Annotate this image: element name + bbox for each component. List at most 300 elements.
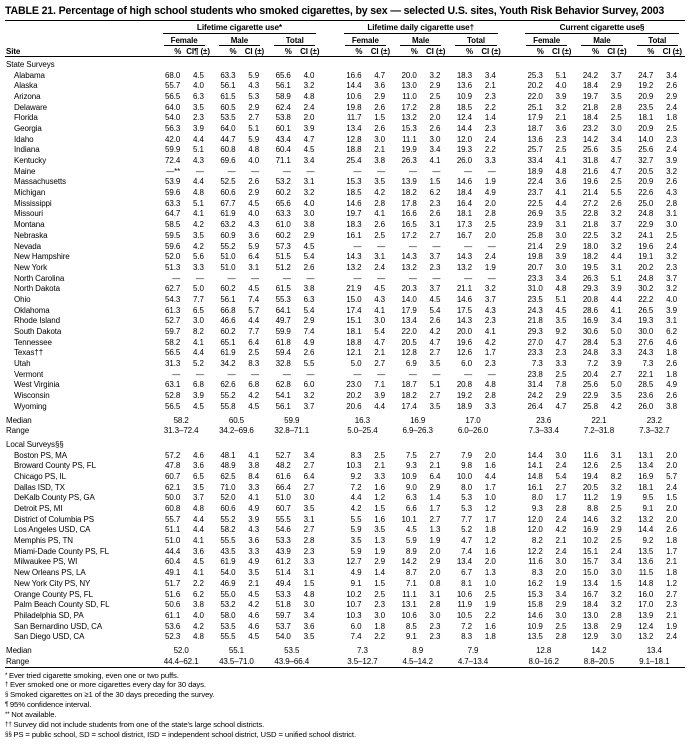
percent-cell: 56.1 — [220, 294, 236, 304]
percent-cell: 18.4 — [456, 188, 472, 198]
spacer-cell — [322, 230, 337, 241]
ci-cell: 1.5 — [303, 578, 315, 588]
ci-cell: 1.8 — [374, 621, 386, 631]
site-cell: Michigan — [14, 188, 46, 198]
spacer — [504, 46, 519, 57]
ci-cell: 2.7 — [429, 348, 441, 358]
percent-cell: 19.1 — [638, 252, 654, 262]
percent-cell: 22.9 — [582, 391, 598, 401]
ci-cell: 2.3 — [429, 632, 441, 642]
spacer-cell — [322, 80, 337, 91]
ci-cell: 6.8 — [192, 380, 204, 390]
ci-cell: 5.2 — [192, 359, 204, 369]
percent-cell: 65.6 — [275, 70, 291, 80]
ci-cell: 5.9 — [248, 134, 260, 144]
percent-cell: 13.8 — [582, 621, 598, 631]
ci-cell: 2.8 — [429, 600, 441, 610]
percent-cell: 32.7 — [638, 156, 654, 166]
percent-cell: 17.4 — [346, 305, 362, 315]
percent-cell: 23.5 — [527, 294, 543, 304]
percent-cell: 15.1 — [582, 546, 598, 556]
percent-cell: 15.8 — [527, 600, 543, 610]
percent-cell: 61.9 — [220, 348, 236, 358]
spacer-cell — [322, 123, 337, 134]
ci-cell: — — [487, 369, 496, 379]
percent-cell: 26.3 — [582, 273, 598, 283]
spacer-cell — [504, 241, 519, 252]
percent-cell: 12.8 — [401, 348, 417, 358]
percent-cell: 49.7 — [275, 316, 291, 326]
ci-cell: 2.4 — [303, 102, 315, 112]
summary-value-cell: 59.9 — [284, 415, 300, 425]
percent-cell: 53.6 — [165, 621, 181, 631]
ci-cell: 8.2 — [610, 471, 622, 481]
ci-cell: 2.9 — [429, 557, 441, 567]
ci-cell: 2.5 — [374, 450, 386, 460]
ci-cell: 2.9 — [555, 241, 567, 251]
percent-cell: 9.5 — [642, 493, 654, 503]
col-pct: % — [591, 47, 599, 56]
ci-cell: 2.4 — [555, 514, 567, 524]
spacer-cell — [504, 514, 519, 525]
percent-cell: 59.7 — [165, 327, 181, 337]
site-cell: Miami-Dade County PS, FL — [14, 546, 109, 556]
ci-cell: 1.5 — [429, 177, 441, 187]
percent-cell: 46.6 — [220, 316, 236, 326]
percent-cell: 24.8 — [638, 209, 654, 219]
site-cell: Rhode Island — [14, 316, 60, 326]
percent-cell: 9.3 — [531, 504, 543, 514]
site-cell: Nebraska — [14, 230, 48, 240]
site-cell: Delaware — [14, 102, 47, 112]
percent-cell: 64.1 — [275, 305, 291, 315]
ci-cell: 3.2 — [610, 514, 622, 524]
ci-cell: 2.1 — [248, 578, 260, 588]
table-row — [5, 525, 685, 536]
ci-cell: 4.5 — [248, 198, 260, 208]
percent-cell: 18.0 — [582, 241, 598, 251]
site-cell: Texas†† — [14, 348, 44, 358]
table-row — [5, 401, 685, 412]
ci-cell: 5.1 — [248, 123, 260, 133]
ci-cell: 3.5 — [429, 359, 441, 369]
percent-cell: 10.9 — [527, 621, 543, 631]
percent-cell: 16.9 — [582, 525, 598, 535]
spacer-cell — [504, 535, 519, 546]
percent-cell: 55.5 — [275, 514, 291, 524]
ci-cell: 2.9 — [303, 316, 315, 326]
ci-cell: 2.0 — [429, 568, 441, 578]
ci-cell: 4.4 — [192, 177, 204, 187]
percent-cell: 19.3 — [456, 145, 472, 155]
footnote-marker: ¶ — [5, 701, 10, 709]
percent-cell: 12.0 — [456, 134, 472, 144]
percent-cell: 13.9 — [401, 177, 417, 187]
median-row — [5, 412, 685, 426]
percent-cell: 33.4 — [527, 156, 543, 166]
percent-cell: 4.4 — [350, 493, 362, 503]
ci-cell: 1.8 — [666, 568, 677, 578]
ci-cell: 3.2 — [429, 70, 441, 80]
ci-cell: 2.1 — [666, 610, 677, 620]
spacer-cell — [322, 112, 337, 123]
percent-cell: — — [282, 166, 291, 176]
spacer — [504, 21, 519, 35]
ci-cell: 3.0 — [303, 493, 315, 503]
percent-cell: 17.4 — [401, 401, 417, 411]
percent-cell: 64.0 — [220, 123, 236, 133]
ci-cell: 3.0 — [374, 134, 386, 144]
ci-cell: 2.2 — [192, 578, 204, 588]
ci-cell: 4.1 — [192, 209, 204, 219]
percent-cell: 60.4 — [275, 145, 291, 155]
ci-cell: 4.4 — [555, 198, 567, 208]
percent-cell: 54.0 — [165, 113, 181, 123]
percent-cell: 10.3 — [346, 461, 362, 471]
ci-cell: 3.7 — [192, 493, 204, 503]
spacer-cell — [322, 642, 337, 656]
percent-cell: 7.1 — [405, 578, 417, 588]
ci-cell: 2.8 — [429, 102, 441, 112]
ci-cell: 3.1 — [666, 316, 677, 326]
spacer-cell — [504, 337, 519, 348]
ci-cell: 4.0 — [303, 198, 315, 208]
percent-cell: 13.6 — [456, 81, 472, 91]
percent-cell: 23.8 — [527, 369, 543, 379]
percent-cell: 60.9 — [220, 230, 236, 240]
spacer-cell — [322, 337, 337, 348]
ci-cell: 3.2 — [303, 188, 315, 198]
ci-cell: 2.3 — [429, 262, 441, 272]
ci-cell: 3.7 — [303, 401, 315, 411]
percent-cell: 58.2 — [165, 337, 181, 347]
ci-cell: 3.9 — [666, 156, 677, 166]
ci-cell: 1.8 — [484, 632, 496, 642]
percent-cell: 9.8 — [461, 461, 472, 471]
ci-cell: 3.5 — [555, 316, 567, 326]
ci-cell: 2.8 — [610, 102, 622, 112]
percent-cell: 16.1 — [527, 482, 543, 492]
percent-cell: 18.8 — [346, 145, 362, 155]
ci-cell: 7.8 — [555, 380, 567, 390]
percent-cell: 58.5 — [165, 220, 181, 230]
ci-cell: 2.7 — [610, 369, 622, 379]
ci-cell: 3.8 — [303, 220, 315, 230]
spacer-cell — [504, 155, 519, 166]
ci-cell: 1.9 — [555, 578, 567, 588]
percent-cell: 24.3 — [527, 305, 543, 315]
ci-cell: 3.0 — [555, 450, 567, 460]
ci-cell: 5.9 — [248, 241, 260, 251]
percent-cell: 26.4 — [527, 401, 543, 411]
table-row — [5, 503, 685, 514]
summary-value-cell: 7.3 — [356, 645, 368, 655]
percent-cell: 13.0 — [401, 81, 417, 91]
percent-cell: 13.9 — [638, 610, 654, 620]
spacer-cell — [504, 567, 519, 578]
table-row — [5, 187, 685, 198]
table-row — [5, 316, 685, 327]
percent-cell: — — [464, 273, 472, 283]
ci-cell: 4.0 — [555, 81, 567, 91]
ci-cell: 3.0 — [192, 316, 204, 326]
spacer-cell — [504, 656, 519, 667]
ci-cell: 2.5 — [610, 177, 622, 187]
ci-cell: 2.7 — [429, 450, 441, 460]
ci-cell: 4.2 — [429, 327, 441, 337]
ci-cell: 1.9 — [429, 536, 441, 546]
ci-cell: 3.5 — [374, 177, 386, 187]
ci-cell: 3.5 — [374, 525, 386, 535]
ci-cell: 3.4 — [555, 589, 567, 599]
spacer-cell — [322, 155, 337, 166]
percent-cell: 7.2 — [587, 359, 598, 369]
percent-cell: 20.9 — [638, 91, 654, 101]
ci-cell: 4.8 — [192, 188, 204, 198]
ci-cell: 1.7 — [484, 348, 496, 358]
spacer-cell — [504, 283, 519, 294]
percent-cell: 27.6 — [638, 337, 654, 347]
ci-cell: — — [377, 241, 386, 251]
percent-cell: 21.4 — [527, 241, 543, 251]
percent-cell: 52.0 — [165, 252, 181, 262]
site-cell: New York — [14, 262, 47, 272]
spacer-cell — [504, 642, 519, 656]
percent-cell: 13.6 — [638, 557, 654, 567]
percent-cell: 24.8 — [638, 273, 654, 283]
spacer-cell — [322, 412, 337, 426]
percent-cell: — — [408, 241, 417, 251]
percent-cell: 25.6 — [582, 380, 598, 390]
percent-cell: 14.1 — [527, 461, 543, 471]
percent-cell: 44.7 — [220, 134, 236, 144]
ci-cell: 2.9 — [429, 482, 441, 492]
percent-cell: 23.3 — [527, 273, 543, 283]
percent-cell: 61.6 — [275, 471, 291, 481]
ci-cell: 4.5 — [248, 401, 260, 411]
ci-cell: 5.7 — [666, 471, 677, 481]
percent-cell: 21.1 — [456, 284, 472, 294]
ci-cell: 3.5 — [192, 230, 204, 240]
ci-cell: 3.6 — [374, 81, 386, 91]
percent-cell: 56.3 — [165, 123, 181, 133]
ci-cell: 4.4 — [610, 252, 622, 262]
ci-cell: 4.1 — [374, 305, 386, 315]
ci-cell: — — [195, 273, 204, 283]
summary-value-cell: 16.9 — [410, 415, 426, 425]
ci-cell: 4.9 — [484, 188, 496, 198]
ci-cell: 5.1 — [555, 70, 567, 80]
spacer-cell — [504, 610, 519, 621]
ci-cell: 1.5 — [666, 493, 677, 503]
percent-cell: 18.1 — [638, 113, 654, 123]
spacer-cell — [322, 567, 337, 578]
ci-cell: 5.4 — [555, 471, 567, 481]
site-cell: Milwaukee PS, WI — [14, 557, 78, 567]
ci-cell: 6.2 — [666, 327, 677, 337]
table-row — [5, 112, 685, 123]
percent-cell: 25.6 — [582, 145, 598, 155]
ci-cell: 4.8 — [555, 284, 567, 294]
range-row — [5, 425, 685, 436]
percent-cell: 13.4 — [346, 123, 362, 133]
percent-cell: 14.2 — [401, 557, 417, 567]
ci-cell: 2.2 — [484, 102, 496, 112]
percent-cell: 18.3 — [456, 70, 472, 80]
ci-cell: 4.5 — [429, 294, 441, 304]
percent-cell: 7.3 — [531, 359, 543, 369]
ci-cell: 1.0 — [484, 493, 496, 503]
percent-cell: 12.0 — [527, 514, 543, 524]
percent-cell: 31.0 — [527, 284, 543, 294]
site-cell: Maine — [14, 166, 36, 176]
ci-cell: 1.7 — [484, 482, 496, 492]
spacer-cell — [322, 316, 337, 327]
corner-cell — [5, 21, 157, 35]
spacer-cell — [504, 316, 519, 327]
ci-cell: 4.5 — [192, 401, 204, 411]
spacer-cell — [322, 187, 337, 198]
percent-cell: 12.7 — [346, 557, 362, 567]
spacer-cell — [322, 283, 337, 294]
percent-cell: — — [227, 273, 236, 283]
percent-cell: 14.8 — [527, 471, 543, 481]
percent-cell: 25.3 — [527, 70, 543, 80]
site-cell: Alaska — [14, 81, 38, 91]
table-row — [5, 145, 685, 156]
ci-cell: 2.4 — [666, 102, 677, 112]
percent-cell: 31.3 — [165, 359, 181, 369]
percent-cell: 15.1 — [346, 316, 362, 326]
percent-cell: 22.5 — [527, 198, 543, 208]
percent-cell: — — [227, 369, 236, 379]
ci-cell: 1.9 — [374, 546, 386, 556]
percent-cell: 52.8 — [165, 391, 181, 401]
percent-cell: 62.6 — [220, 380, 236, 390]
ci-cell: 1.9 — [484, 262, 496, 272]
ci-cell: 3.1 — [374, 252, 386, 262]
percent-cell: 9.1 — [350, 578, 362, 588]
spacer-cell — [504, 471, 519, 482]
percent-cell: 53.3 — [275, 536, 291, 546]
percent-cell: 19.5 — [582, 262, 598, 272]
spacer-cell — [322, 166, 337, 177]
ci-cell: 7.7 — [192, 294, 204, 304]
percent-cell: 10.5 — [456, 610, 472, 620]
ci-cell: 3.1 — [303, 514, 315, 524]
ci-cell: 1.5 — [374, 578, 386, 588]
percent-cell: 18.9 — [527, 166, 543, 176]
summary-value-cell: 16.3 — [354, 415, 370, 425]
ci-cell: — — [195, 369, 204, 379]
percent-cell: 13.4 — [638, 461, 654, 471]
percent-cell: 27.0 — [527, 337, 543, 347]
ci-cell: 2.5 — [555, 369, 567, 379]
ci-cell: — — [487, 273, 496, 283]
percent-cell: 57.3 — [275, 241, 291, 251]
ci-cell: 3.5 — [429, 401, 441, 411]
percent-cell: 18.4 — [582, 81, 598, 91]
percent-cell: 51.4 — [275, 568, 291, 578]
site-cell: Utah — [14, 359, 31, 369]
percent-cell: 18.5 — [346, 188, 362, 198]
ci-cell: 4.0 — [192, 610, 204, 620]
site-cell: Kentucky — [14, 156, 47, 166]
table-row — [5, 91, 685, 102]
summary-value-cell: 7.2–31.8 — [583, 426, 615, 436]
percent-cell: 22.6 — [638, 188, 654, 198]
col-group-current: Current cigarette use§ — [519, 21, 685, 35]
summary-value-cell: 8.9 — [412, 645, 424, 655]
percent-cell: 7.2 — [461, 621, 472, 631]
table-row — [5, 514, 685, 525]
ci-cell: 3.1 — [303, 177, 315, 187]
spacer-cell — [504, 177, 519, 188]
ci-cell: 3.0 — [429, 134, 441, 144]
ci-cell: — — [377, 369, 386, 379]
ci-cell: 2.7 — [555, 482, 567, 492]
percent-cell: 59.4 — [275, 348, 291, 358]
percent-cell: 18.4 — [582, 600, 598, 610]
ci-cell: 3.2 — [610, 230, 622, 240]
ci-cell: 4.7 — [374, 337, 386, 347]
percent-cell: 55.3 — [275, 294, 291, 304]
percent-cell: 60.5 — [220, 102, 236, 112]
percent-cell: 18.1 — [456, 209, 472, 219]
col-pct: % — [647, 47, 655, 56]
percent-cell: 28.4 — [582, 337, 598, 347]
percent-cell: 53.5 — [220, 113, 236, 123]
percent-cell: 62.7 — [165, 284, 181, 294]
col-sub-female: Female — [519, 34, 574, 46]
ci-cell: 4.8 — [192, 632, 204, 642]
percent-cell: 20.5 — [638, 166, 654, 176]
ci-cell: 4.2 — [555, 525, 567, 535]
percent-cell: 22.5 — [582, 230, 598, 240]
percent-cell: 7.4 — [461, 546, 472, 556]
ci-cell: 3.7 — [429, 284, 441, 294]
ci-cell: 3.4 — [303, 156, 315, 166]
percent-cell: 5.2 — [461, 525, 472, 535]
ci-cell: 1.6 — [374, 482, 386, 492]
percent-cell: 60.6 — [220, 504, 236, 514]
ci-cell: 3.1 — [610, 450, 622, 460]
ci-cell: 2.5 — [374, 230, 386, 240]
site-cell: New York City PS, NY — [14, 578, 91, 588]
ci-cell: 4.5 — [248, 284, 260, 294]
percent-cell: 8.8 — [587, 504, 598, 514]
summary-value-cell: 9.1–18.1 — [639, 656, 670, 666]
percent-cell: 14.0 — [401, 294, 417, 304]
ci-cell: 2.5 — [248, 348, 260, 358]
spacer-cell — [322, 621, 337, 632]
spacer-cell — [504, 358, 519, 369]
percent-cell: 60.2 — [220, 284, 236, 294]
ci-cell: 2.4 — [374, 262, 386, 272]
site-cell: Arizona — [14, 91, 41, 101]
percent-cell: 71.0 — [220, 482, 236, 492]
percent-cell: 15.3 — [401, 123, 417, 133]
ci-cell: 3.1 — [248, 262, 260, 272]
percent-cell: 20.8 — [456, 380, 472, 390]
ci-cell: 3.4 — [610, 316, 622, 326]
percent-cell: 19.7 — [346, 209, 362, 219]
table-row — [5, 390, 685, 401]
ci-cell: 2.9 — [555, 391, 567, 401]
ci-cell: 3.4 — [429, 145, 441, 155]
ci-cell: 4.9 — [303, 337, 315, 347]
ci-cell: — — [251, 369, 260, 379]
